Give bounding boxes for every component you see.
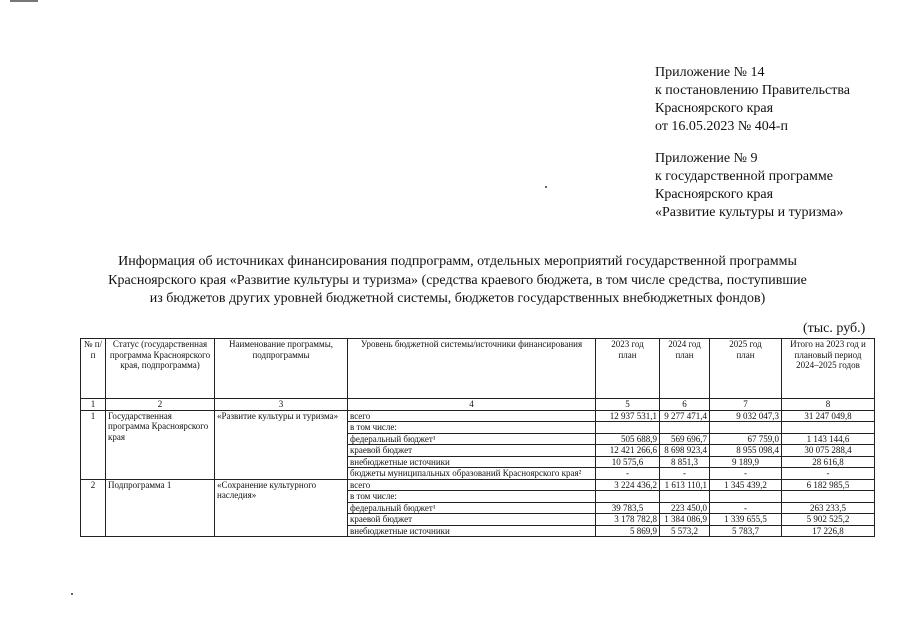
value-2024: 5 573,2	[660, 525, 710, 537]
value-total: 31 247 049,8	[782, 410, 875, 422]
header-total: Итого на 2023 год и плановый период 2024–2025 годов	[782, 339, 875, 399]
row-program-name: «Развитие культуры и туризма»	[215, 410, 348, 479]
title-line: Информация об источниках финансирования подпрограмм, отдельных мероприятий государственной программы	[118, 254, 797, 269]
value-total: 28 616,8	[782, 456, 875, 468]
value-2023: 12 421 266,6	[596, 445, 660, 457]
appendix-line: Приложение № 9	[655, 151, 758, 166]
value-2024	[660, 491, 710, 503]
scan-artifact	[10, 0, 38, 2]
value-2024: 8 698 923,4	[660, 445, 710, 457]
header-num: № п/п	[81, 339, 106, 399]
header-year-label: 2024 год	[668, 339, 701, 349]
header-plan-label: план	[736, 349, 755, 360]
column-number: 1	[81, 399, 106, 411]
table-row	[81, 479, 875, 491]
header-level: Уровень бюджетной системы/источники финансирования	[348, 339, 596, 399]
value-2024: 1 613 110,1	[660, 479, 710, 491]
row-level: в том числе:	[348, 422, 596, 434]
header-year-label: 2023 год	[611, 339, 644, 349]
appendix-line: Приложение № 14	[655, 65, 765, 80]
row-level: краевой бюджет	[348, 514, 596, 526]
financing-table	[80, 338, 875, 537]
title-line: из бюджетов других уровней бюджетной системы, бюджетов государственных внебюджетных фондов)	[149, 291, 766, 306]
row-level: краевой бюджет	[348, 445, 596, 457]
appendix-line: Красноярского края	[655, 187, 774, 202]
document-title	[40, 253, 875, 309]
value-2024: 1 384 086,9	[660, 514, 710, 526]
value-2023: 3 178 782,8	[596, 514, 660, 526]
scan-speck	[545, 186, 547, 188]
value-total: 30 075 288,4	[782, 445, 875, 457]
row-level: федеральный бюджет¹	[348, 433, 596, 445]
appendix-line: Красноярского края	[655, 101, 774, 116]
header-2023	[596, 339, 660, 399]
value-total: 263 233,5	[782, 502, 875, 514]
row-level: в том числе:	[348, 491, 596, 503]
column-number: 2	[106, 399, 215, 411]
column-number: 7	[710, 399, 782, 411]
row-level: всего	[348, 479, 596, 491]
header-2025	[710, 339, 782, 399]
appendix-line: от 16.05.2023 № 404-п	[655, 119, 788, 134]
value-2024	[660, 422, 710, 434]
header-name: Наименование программы, подпрограммы	[215, 339, 348, 399]
value-2024: 223 450,0	[660, 502, 710, 514]
value-2025: 5 783,7	[710, 525, 782, 537]
value-2025: 8 955 098,4	[710, 445, 782, 457]
value-total	[782, 491, 875, 503]
value-2023	[596, 422, 660, 434]
value-2023: 505 688,9	[596, 433, 660, 445]
appendix-line: к постановлению Правительства	[655, 83, 851, 98]
header-plan-label: план	[675, 349, 694, 360]
column-number: 8	[782, 399, 875, 411]
value-2025: 9 189,9	[710, 456, 782, 468]
value-2023: 5 869,9	[596, 525, 660, 537]
header-status: Статус (государственная программа Красноярского края, подпрограмма)	[106, 339, 215, 399]
column-number: 3	[215, 399, 348, 411]
value-2023	[596, 491, 660, 503]
table-row	[81, 410, 875, 422]
value-2025	[710, 491, 782, 503]
row-level: внебюджетные источники	[348, 456, 596, 468]
header-2024	[660, 339, 710, 399]
column-number: 4	[348, 399, 596, 411]
units-label: (тыс. руб.)	[803, 321, 866, 336]
appendix-14-block	[655, 64, 850, 136]
value-2023: 3 224 436,2	[596, 479, 660, 491]
appendix-9-block	[655, 150, 843, 222]
value-2023: 10 575,6	[596, 456, 660, 468]
value-2025: 1 339 655,5	[710, 514, 782, 526]
row-level: внебюджетные источники	[348, 525, 596, 537]
value-total	[782, 422, 875, 434]
value-total: -	[782, 468, 875, 480]
value-2025: -	[710, 468, 782, 480]
row-level: всего	[348, 410, 596, 422]
value-2024: -	[660, 468, 710, 480]
row-status: Подпрограмма 1	[106, 479, 215, 537]
value-total: 1 143 144,6	[782, 433, 875, 445]
value-total: 6 182 985,5	[782, 479, 875, 491]
value-2025: -	[710, 502, 782, 514]
appendix-line: «Развитие культуры и туризма»	[655, 205, 844, 220]
value-2024: 569 696,7	[660, 433, 710, 445]
value-2023: -	[596, 468, 660, 480]
value-2025: 1 345 439,2	[710, 479, 782, 491]
value-2023: 12 937 531,1	[596, 410, 660, 422]
row-level: федеральный бюджет¹	[348, 502, 596, 514]
column-number: 6	[660, 399, 710, 411]
title-line: Красноярского края «Развитие культуры и туризма» (средства краевого бюджета, в том числе средства, поступившие	[108, 272, 807, 288]
value-2025: 9 032 047,3	[710, 410, 782, 422]
scan-speck	[71, 593, 73, 595]
value-total: 5 902 525,2	[782, 514, 875, 526]
header-year-label: 2025 год	[729, 339, 762, 349]
header-plan-label: план	[618, 349, 637, 360]
row-number: 2	[81, 479, 106, 537]
value-2024: 8 851,3	[660, 456, 710, 468]
row-program-name: «Сохранение культурного наследия»	[215, 479, 348, 537]
row-number: 1	[81, 410, 106, 479]
value-2023: 39 783,5	[596, 502, 660, 514]
row-status: Государственная программа Красноярского края	[106, 410, 215, 479]
appendix-line: к государственной программе	[655, 169, 833, 184]
value-2025	[710, 422, 782, 434]
row-level: бюджеты муниципальных образований Красноярского края²	[348, 468, 596, 480]
value-total: 17 226,8	[782, 525, 875, 537]
column-number: 5	[596, 399, 660, 411]
value-2025: 67 759,0	[710, 433, 782, 445]
value-2024: 9 277 471,4	[660, 410, 710, 422]
